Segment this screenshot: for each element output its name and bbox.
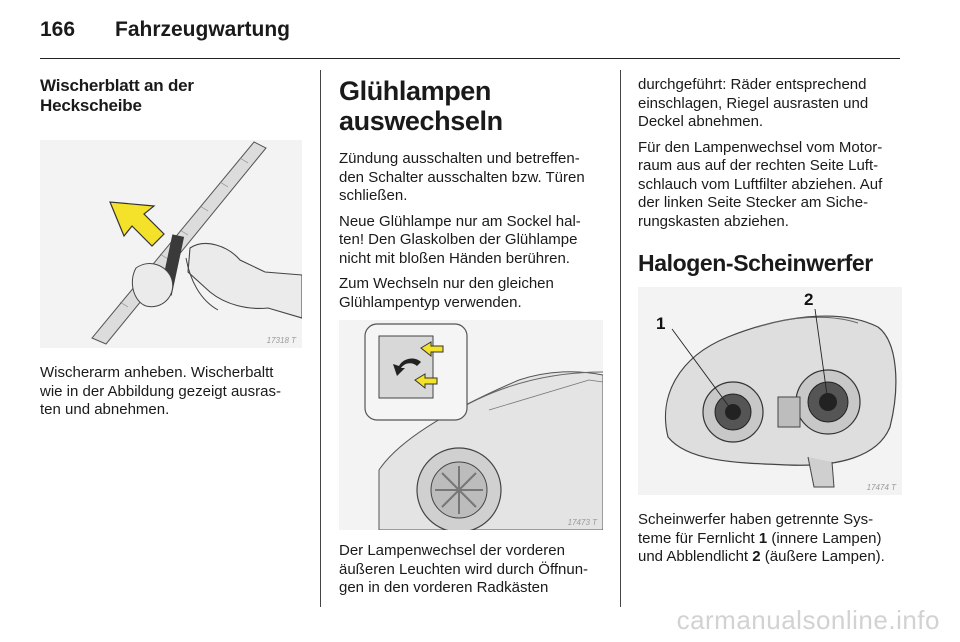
paragraph-hold-base: Neue Glühlampe nur am Sockel hal- ten! Den Glaskolben der Glühlampe nicht mit bloßen Händen berühren. <box>339 212 581 267</box>
paragraph-ignition: Zündung ausschalten und betreffen- den Schalter ausschalten bzw. Türen schließen. <box>339 150 585 204</box>
wiper-illustration <box>40 140 302 348</box>
figure-code: 17473 T <box>567 518 597 527</box>
column-3 <box>638 76 902 574</box>
instruction-paragraph: Wischerarm anheben. Wischerbaltt wie in der Abbildung gezeigt ausras- ten und abnehmen. <box>40 364 281 418</box>
paragraph-lamp-change: Der Lampenwechsel der vorderen äußeren Leuchten wird durch Öffnun- gen in den vorderen Radkästen <box>339 542 589 596</box>
figure-wiper-blade <box>40 140 302 348</box>
figure-label-1: 1 <box>656 314 666 333</box>
page-number: 166 <box>40 18 76 41</box>
section-heading-rear-wiper <box>40 76 302 116</box>
column-divider-2 <box>620 70 621 607</box>
heading-line: Heckscheibe <box>40 96 142 115</box>
section-heading-halogen: Halogen-Scheinwerfer <box>638 250 873 276</box>
heading-line: Wischerblatt an der <box>40 76 194 95</box>
arrow-icon <box>110 202 164 246</box>
paragraph-same-type: Zum Wechseln nur den gleichen Glühlampentyp verwenden. <box>339 275 554 311</box>
figure-code: 17318 T <box>266 336 296 345</box>
paragraph-continued: durchgeführt: Räder entsprechend einschlagen, Riegel ausrasten und Deckel abnehmen. <box>638 76 869 130</box>
paragraph-headlamp-caption: Scheinwerfer haben getrennte Sys- teme für Fernlicht 1 (innere Lampen) und Abblendlicht 2 (äußere Lampen). <box>638 511 885 565</box>
column-divider-1 <box>320 70 321 607</box>
figure-code: 17474 T <box>866 483 896 492</box>
column-1 <box>40 76 302 427</box>
headlamp-illustration <box>638 287 902 495</box>
watermark: carmanualsonline.info <box>676 605 940 635</box>
car-illustration <box>339 320 603 530</box>
column-2 <box>339 76 603 605</box>
figure-wheel-arch <box>339 320 603 530</box>
chapter-title: Fahrzeugwartung <box>115 18 291 41</box>
paragraph-engine-room: Für den Lampenwechsel vom Motor- raum aus auf der rechten Seite Luft- schlauch vom Luftfilter abziehen. Auf der linken Seite Stecker am Siche- rungskasten abziehen. <box>638 138 883 230</box>
section-heading-bulbs: Glühlampen auswechseln <box>339 76 503 136</box>
figure-label-2: 2 <box>804 290 814 309</box>
page-header <box>40 18 290 48</box>
figure-headlamp <box>638 287 902 495</box>
header-rule <box>40 58 900 59</box>
